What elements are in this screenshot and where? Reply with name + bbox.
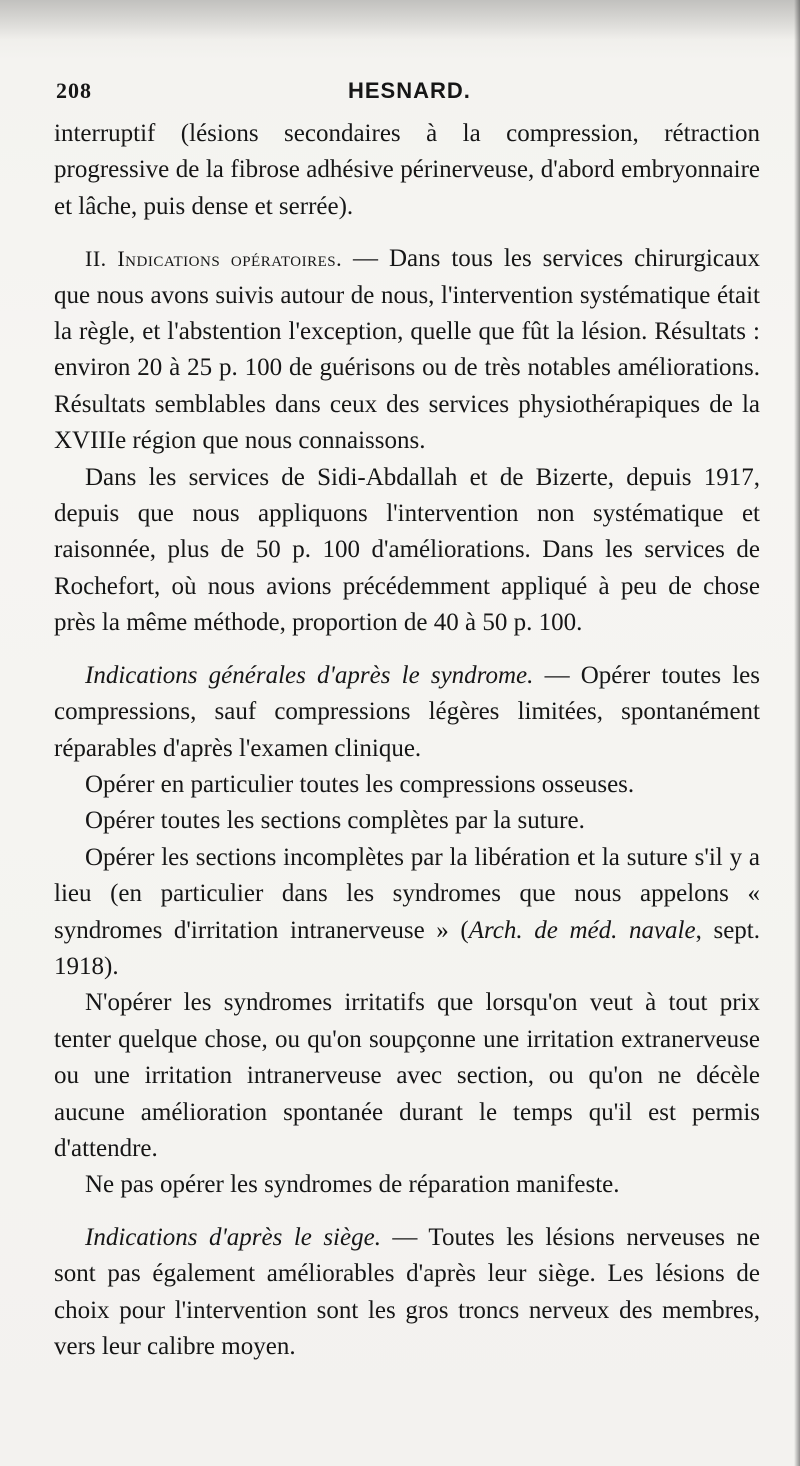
paragraph-sidi-abdallah: Dans les services de Sidi-Abdallah et de Bizerte, depuis 1917, depuis que nous appliquons l'intervention non systématique et raisonnée, plus de 50 p. 100 d'améliorations. Dans les services de Rochefort, où nous avions précédemment appliqué à peu de chose près la même méthode, proportion de 40 à 50 p. 100. [54, 463, 760, 637]
paragraph-text: — Dans tous les services chirurgicaux que nous avons suivis autour de nous, l'intervention systématique était la règle, et l'abstention l'exception, quelle que fût la lésion. Résultats : environ 20 à 25 p. 100 de guérisons ou de très notables améliorations. Résultats semblables dans ceux des services physiothérapiques de la XVIIIe région que nous connaissons. [54, 245, 760, 455]
paragraph-complete-sections: Opérer toutes les sections complètes par la suture. [85, 807, 585, 835]
paragraph-text: — Opérer toutes les compressions, sauf compressions légères limitées, spontanément réparables d'après l'examen clinique. [54, 661, 761, 762]
paragraph-text: — Toutes les lésions nerveuses ne sont pas également améliorables d'après leur siège. Les lésions de choix pour l'intervention sont les gros troncs nerveux des membres, vers leur calibre moyen. [54, 1223, 760, 1360]
page-header [56, 78, 756, 112]
paragraph-site-indications [54, 1220, 760, 1366]
paragraph-incomplete-sections [54, 840, 760, 986]
paragraph-general-indications [54, 658, 760, 767]
journal-reference: Arch. de méd. navale [468, 916, 696, 944]
scan-shadow [0, 0, 800, 40]
paragraph-bone-compressions: Opérer en particulier toutes les compressions osseuses. [85, 770, 635, 798]
body-text [54, 116, 760, 1365]
paragraph-text-tail: , sept. 1918). [54, 916, 760, 980]
paragraph-operative-indications [54, 241, 760, 459]
running-head: HESNARD. [348, 78, 471, 103]
subsection-heading: Indications d'après le siège. [85, 1223, 381, 1251]
section-heading: II. Indications opératoires. [85, 246, 343, 272]
page-number: 208 [56, 78, 92, 103]
paragraph-continuation: interruptif (lésions secondaires à la compression, rétraction progressive de la fibrose adhésive périnerveuse, d'abord embryonnaire et lâche, puis dense et serrée). [54, 120, 760, 220]
paragraph-repair-syndromes: Ne pas opérer les syndromes de réparation manifeste. [85, 1171, 620, 1199]
paragraph-irritative-syndromes: N'opérer les syndromes irritatifs que lorsqu'on veut à tout prix tenter quelque chose, ou qu'on soupçonne une irritation extranerveuse ou une irritation intranerveuse avec section, ou qu'on ne décèle aucune amélioration spontanée durant le temps qu'il est permis d'attendre. [54, 989, 760, 1162]
paragraph-text: Opérer les sections incomplètes par la libération et la suture s'il y a lieu (en particulier dans les syndromes que nous appelons « syndromes d'irritation intranerveuse » ( [54, 843, 760, 944]
scan-edge [794, 0, 800, 1466]
subsection-heading: Indications générales d'après le syndrome. [85, 661, 534, 689]
